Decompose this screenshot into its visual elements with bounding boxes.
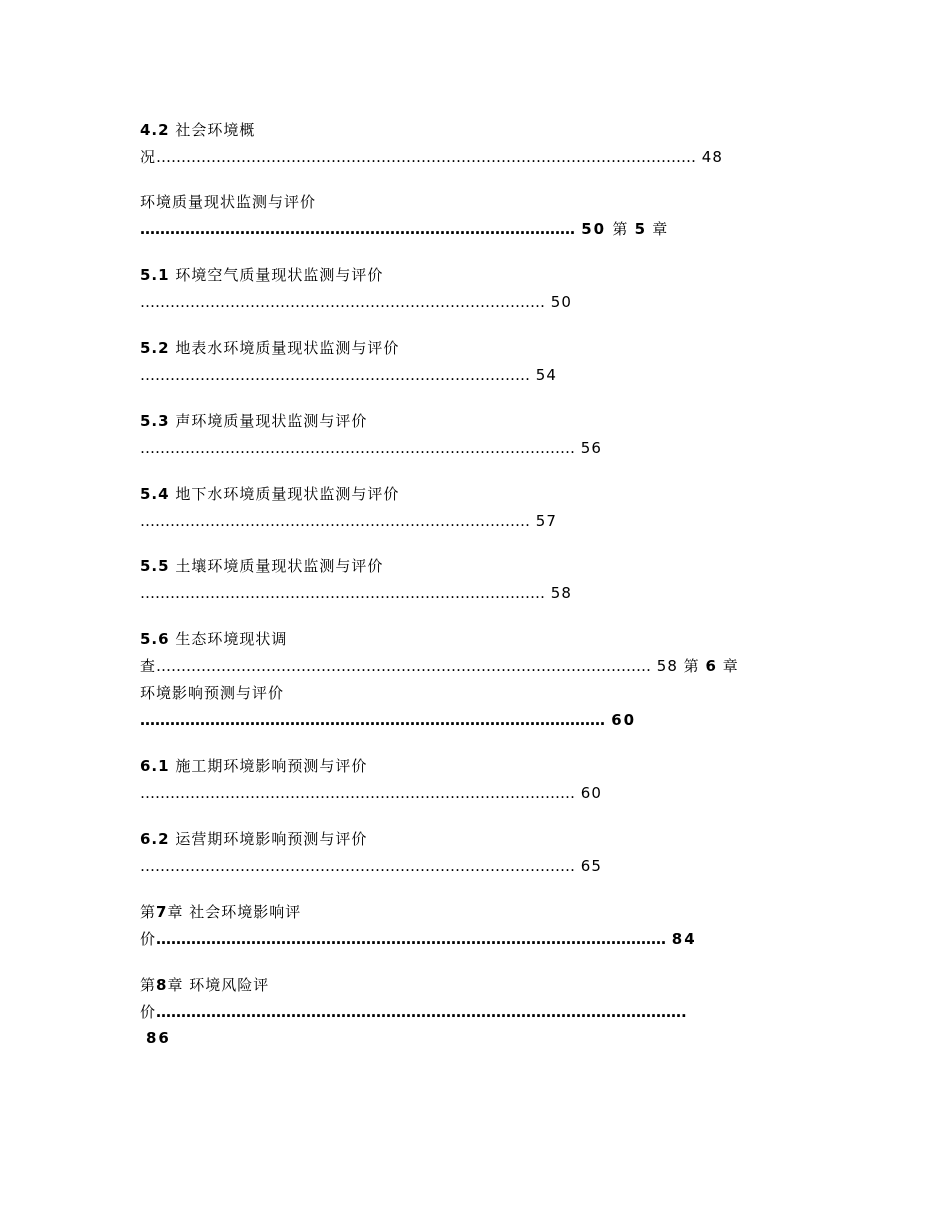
toc-entry-6-2-title [140, 827, 367, 851]
chapter-number: 8 [156, 976, 168, 994]
next-chapter-suffix: 章 [722, 657, 739, 675]
page-number: 84 [671, 930, 697, 948]
section-title: 声环境质量现状监测与评价 [175, 412, 368, 430]
toc-entry-5-1-leader [140, 290, 572, 314]
dot-leader: ……………………………………………………………………………………………. [156, 1003, 687, 1021]
toc-entry-5-5-leader [140, 581, 572, 605]
dot-leader: …………………………………………………………………………… [140, 220, 575, 238]
section-number: 5.4 [140, 485, 170, 503]
toc-entry-5-1-title [140, 263, 383, 287]
toc-entry-4-2-leader [140, 145, 723, 169]
chapter-title: 社会环境影响评 [189, 903, 302, 921]
section-number: 5.1 [140, 266, 170, 284]
dot-leader: …………………………………………………………………………… [140, 784, 575, 802]
toc-entry-5-4-leader [140, 509, 557, 533]
dot-leader: ……………………………………………………………………………………………… [156, 148, 697, 166]
section-title: 地表水环境质量现状监测与评价 [175, 339, 400, 357]
page-number: 58 [656, 657, 678, 675]
page-number: 60 [611, 711, 637, 729]
next-chapter-prefix: 第 [612, 220, 629, 238]
toc-entry-5-3-title [140, 409, 367, 433]
chapter-title: 环境影响预测与评价 [140, 684, 285, 702]
dot-leader: ………………………………………………………………………………………… [156, 930, 667, 948]
next-chapter-suffix: 章 [652, 220, 669, 238]
toc-entry-chapter-8-title [140, 973, 269, 997]
chapter-title: 环境风险评 [189, 976, 270, 994]
next-chapter-number: 6 [705, 657, 717, 675]
page-number: 65 [580, 857, 602, 875]
toc-entry-chapter-7-leader [140, 927, 697, 951]
section-title: 生态环境现状调 [175, 630, 288, 648]
dot-leader: …………………………………………………………………… [140, 512, 530, 530]
dot-leader: ……………………………………………………………………………………… [156, 657, 652, 675]
page-number: 50 [550, 293, 572, 311]
page-number: 50 [581, 220, 607, 238]
chapter-prefix: 第 [140, 976, 157, 994]
toc-entry-chapter-4-title [140, 190, 316, 214]
section-title: 环境空气质量现状监测与评价 [175, 266, 384, 284]
title-continuation: 价 [140, 930, 157, 948]
section-number: 5.6 [140, 630, 170, 648]
page-number: 57 [535, 512, 557, 530]
toc-entry-6-1-leader [140, 781, 602, 805]
toc-entry-chapter-8-page [146, 1026, 171, 1050]
chapter-suffix: 章 [167, 903, 184, 921]
dot-leader: ………………………………………………………………………………… [140, 711, 605, 729]
chapter-suffix: 章 [167, 976, 184, 994]
page-number: 56 [580, 439, 602, 457]
section-title: 运营期环境影响预测与评价 [175, 830, 368, 848]
toc-entry-6-1-title [140, 754, 367, 778]
dot-leader: …………………………………………………………………………… [140, 857, 575, 875]
toc-entry-chapter-6-title [140, 681, 284, 705]
toc-entry-5-5-title [140, 554, 383, 578]
toc-entry-chapter-4-leader [140, 217, 668, 241]
section-number: 6.2 [140, 830, 170, 848]
toc-entry-chapter-6-leader [140, 708, 636, 732]
section-number: 5.3 [140, 412, 170, 430]
toc-entry-5-3-leader [140, 436, 602, 460]
section-number: 5.2 [140, 339, 170, 357]
section-title: 土壤环境质量现状监测与评价 [175, 557, 384, 575]
page-number: 86 [146, 1029, 171, 1047]
next-chapter-prefix: 第 [683, 657, 700, 675]
page-number: 48 [701, 148, 723, 166]
toc-entry-5-2-leader [140, 363, 557, 387]
title-continuation: 价 [140, 1003, 157, 1021]
toc-entry-6-2-leader [140, 854, 602, 878]
toc-entry-5-6-title [140, 627, 287, 651]
dot-leader: …………………………………………………………………… [140, 366, 530, 384]
title-continuation: 况 [140, 148, 157, 166]
section-title: 地下水环境质量现状监测与评价 [175, 485, 400, 503]
page-number: 58 [550, 584, 572, 602]
section-number: 5.5 [140, 557, 170, 575]
dot-leader: ……………………………………………………………………… [140, 293, 545, 311]
title-continuation: 查 [140, 657, 157, 675]
section-number: 4.2 [140, 121, 170, 139]
toc-entry-chapter-7-title [140, 900, 301, 924]
toc-entry-5-2-title [140, 336, 399, 360]
chapter-prefix: 第 [140, 903, 157, 921]
page-number: 54 [535, 366, 557, 384]
toc-entry-chapter-8-leader [140, 1000, 687, 1024]
section-number: 6.1 [140, 757, 170, 775]
chapter-title: 环境质量现状监测与评价 [140, 193, 317, 211]
dot-leader: …………………………………………………………………………… [140, 439, 575, 457]
section-title: 施工期环境影响预测与评价 [175, 757, 368, 775]
chapter-number: 7 [156, 903, 168, 921]
toc-entry-5-6-leader [140, 654, 739, 678]
dot-leader: ……………………………………………………………………… [140, 584, 545, 602]
page-number: 60 [580, 784, 602, 802]
section-title: 社会环境概 [175, 121, 256, 139]
toc-entry-4-2-title [140, 118, 255, 142]
toc-entry-5-4-title [140, 482, 399, 506]
next-chapter-number: 5 [634, 220, 647, 238]
